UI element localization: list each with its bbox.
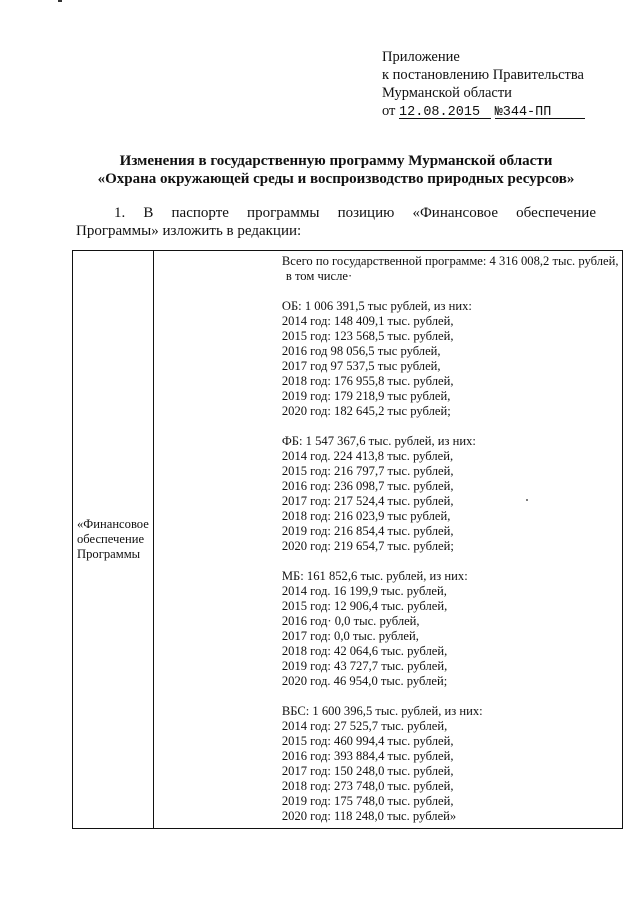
group-header-vbs: ВБС: 1 600 396,5 тыс. рублей, из них: (281, 704, 483, 718)
year-line: 2017 год 97 537,5 тыс рублей, (281, 359, 441, 373)
document-title (60, 152, 612, 188)
year-line: 2018 год: 176 955,8 тыс. рублей, (281, 374, 454, 388)
year-line: 2019 год: 216 854,4 тыс. рублей, (281, 524, 454, 538)
year-line: 2019 год: 179 218,9 тыс рублей, (281, 389, 451, 403)
year-line: 2018 год: 216 023,9 тыс рублей, (281, 509, 451, 523)
spacer (282, 284, 619, 299)
year-line: 2014 год: 148 409,1 тыс. рублей, (281, 314, 454, 328)
year-line: 2018 год: 42 064,6 тыс. рублей, (281, 644, 448, 658)
intro-paragraph (76, 204, 596, 240)
year-line: 2014 год. 16 199,9 тыс. рублей, (281, 584, 447, 598)
year-line: 2017 год: 217 524,4 тыс. рублей, (281, 494, 454, 508)
appendix-line-1: Приложение (382, 49, 460, 65)
group-header-mb: МБ: 161 852,6 тыс. рублей, из них: (281, 569, 468, 583)
appendix-line-2: к постановлению Правительства (382, 67, 584, 83)
passport-table (72, 250, 623, 829)
year-line: 2014 год: 27 525,7 тыс. рублей, (281, 719, 448, 733)
year-line: 2016 год 98 056,5 тыс рублей, (281, 344, 441, 358)
spacer (282, 689, 619, 704)
appendix-date-line (382, 102, 585, 120)
date-value: 12.08.2015 (399, 105, 481, 120)
year-line: 2014 год. 224 413,8 тыс. рублей, (281, 449, 454, 463)
year-line: 2016 год· 0,0 тыс. рублей, (281, 614, 420, 628)
label-line: Программы (77, 547, 141, 561)
year-line: 2020 год. 46 954,0 тыс. рублей; (281, 674, 448, 688)
year-line: 2017 год: 0,0 тыс. рублей, (281, 629, 419, 643)
spacer (282, 419, 619, 434)
year-line: 2020 год: 118 248,0 тыс. рублей» (281, 809, 457, 823)
label-cell (73, 251, 154, 829)
content-cell (153, 251, 623, 829)
year-line: 2015 год: 12 906,4 тыс. рублей, (281, 599, 448, 613)
group-header-ob: ОБ: 1 006 391,5 тыс рублей, из них: (281, 299, 472, 313)
title-line-1: Изменения в государственную программу Мурманской области (119, 153, 553, 169)
appendix-line-3: Мурманской области (382, 85, 512, 101)
intro-line-2: Программы» изложить в редакции: (76, 223, 302, 239)
total-line: в том числе· (285, 269, 353, 283)
group-header-fb: ФБ: 1 547 367,6 тыс. рублей, из них: (281, 434, 476, 448)
title-line-2: «Охрана окружающей среды и воспроизводство природных ресурсов» (97, 171, 575, 187)
scan-dot (526, 499, 528, 501)
label-line: обеспечение (77, 532, 145, 546)
intro-line-1: 1. В паспорте программы позицию «Финансовое обеспечение (114, 205, 596, 221)
date-field (399, 104, 491, 119)
number-field (495, 104, 585, 119)
year-line: 2018 год: 273 748,0 тыс. рублей, (281, 779, 454, 793)
year-line: 2015 год: 123 568,5 тыс. рублей, (281, 329, 454, 343)
year-line: 2015 год: 216 797,7 тыс. рублей, (281, 464, 454, 478)
year-line: 2019 год: 175 748,0 тыс. рублей, (281, 794, 454, 808)
scan-speck (58, 0, 62, 2)
year-line: 2015 год: 460 994,4 тыс. рублей, (281, 734, 454, 748)
year-line: 2017 год: 150 248,0 тыс. рублей, (281, 764, 454, 778)
label-line: «Финансовое (77, 517, 149, 531)
year-line: 2019 год: 43 727,7 тыс. рублей, (281, 659, 448, 673)
year-line: 2016 год: 393 884,4 тыс. рублей, (281, 749, 454, 763)
spacer (282, 554, 619, 569)
total-line: Всего по государственной программе: 4 316 008,2 тыс. рублей, (281, 254, 619, 268)
date-prefix: от (382, 103, 396, 119)
year-line: 2016 год: 236 098,7 тыс. рублей, (281, 479, 454, 493)
year-line: 2020 год: 219 654,7 тыс. рублей; (281, 539, 454, 553)
year-line: 2020 год: 182 645,2 тыс рублей; (281, 404, 451, 418)
table-row (73, 251, 623, 829)
number-value: №344-ПП (494, 105, 552, 120)
appendix-block (382, 48, 585, 120)
